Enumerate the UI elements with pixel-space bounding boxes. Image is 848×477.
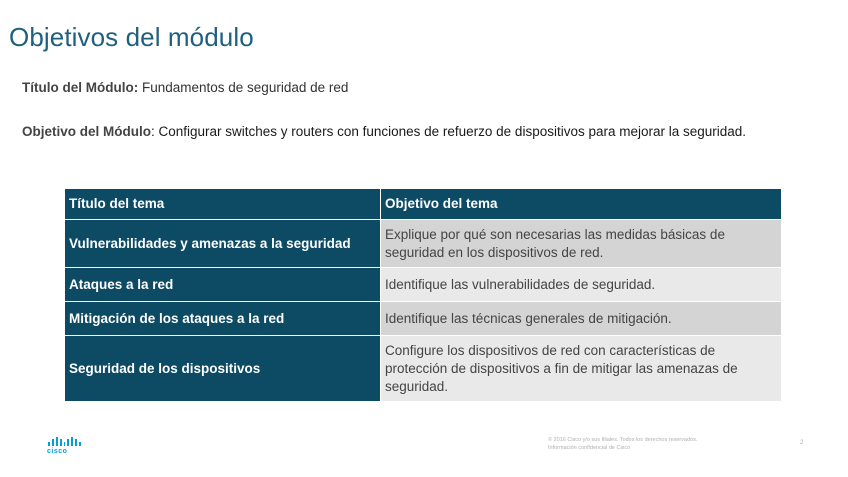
topic-objective-cell: Explique por qué son necesarias las medidas básicas de seguridad en los dispositivos de red. <box>381 220 782 268</box>
cisco-wordmark: cisco <box>47 448 68 455</box>
footer-copyright: © 2016 Cisco y/o sus filiales. Todos los derechos reservados. <box>548 437 698 443</box>
table-header-row <box>65 189 782 220</box>
table-row <box>65 220 782 268</box>
table-row <box>65 302 782 336</box>
topic-title-cell: Seguridad de los dispositivos <box>65 336 381 402</box>
header-topic-objective: Objetivo del tema <box>381 189 782 220</box>
topic-title-cell: Mitigación de los ataques a la red <box>65 302 381 336</box>
header-topic-title: Título del tema <box>65 189 381 220</box>
topic-title-cell: Ataques a la red <box>65 268 381 302</box>
cisco-logo-icon <box>47 437 81 459</box>
topic-title-cell: Vulnerabilidades y amenazas a la seguridad <box>65 220 381 268</box>
page-title: Objetivos del módulo <box>9 22 254 52</box>
module-title <box>22 80 348 95</box>
footer-legal <box>548 436 697 452</box>
module-title-label: Título del Módulo: <box>22 80 139 95</box>
module-objective-value: : Configurar switches y routers con funciones de refuerzo de dispositivos para mejorar la seguridad. <box>151 124 747 139</box>
footer-confidential: Información confidencial de Cisco <box>548 445 631 451</box>
cisco-bars-icon <box>48 437 81 446</box>
module-objective-label: Objetivo del Módulo <box>22 124 151 139</box>
page-number: 2 <box>800 440 804 446</box>
topic-objective-cell: Identifique las vulnerabilidades de seguridad. <box>381 268 782 302</box>
topic-objective-cell: Identifique las técnicas generales de mitigación. <box>381 302 782 336</box>
table-row <box>65 268 782 302</box>
module-objective <box>22 122 822 141</box>
topics-table <box>64 188 782 402</box>
table-row <box>65 336 782 402</box>
module-title-value: Fundamentos de seguridad de red <box>138 80 349 95</box>
topic-objective-cell: Configure los dispositivos de red con características de protección de dispositivos a fin de mitigar las amenazas de seguridad. <box>381 336 782 402</box>
